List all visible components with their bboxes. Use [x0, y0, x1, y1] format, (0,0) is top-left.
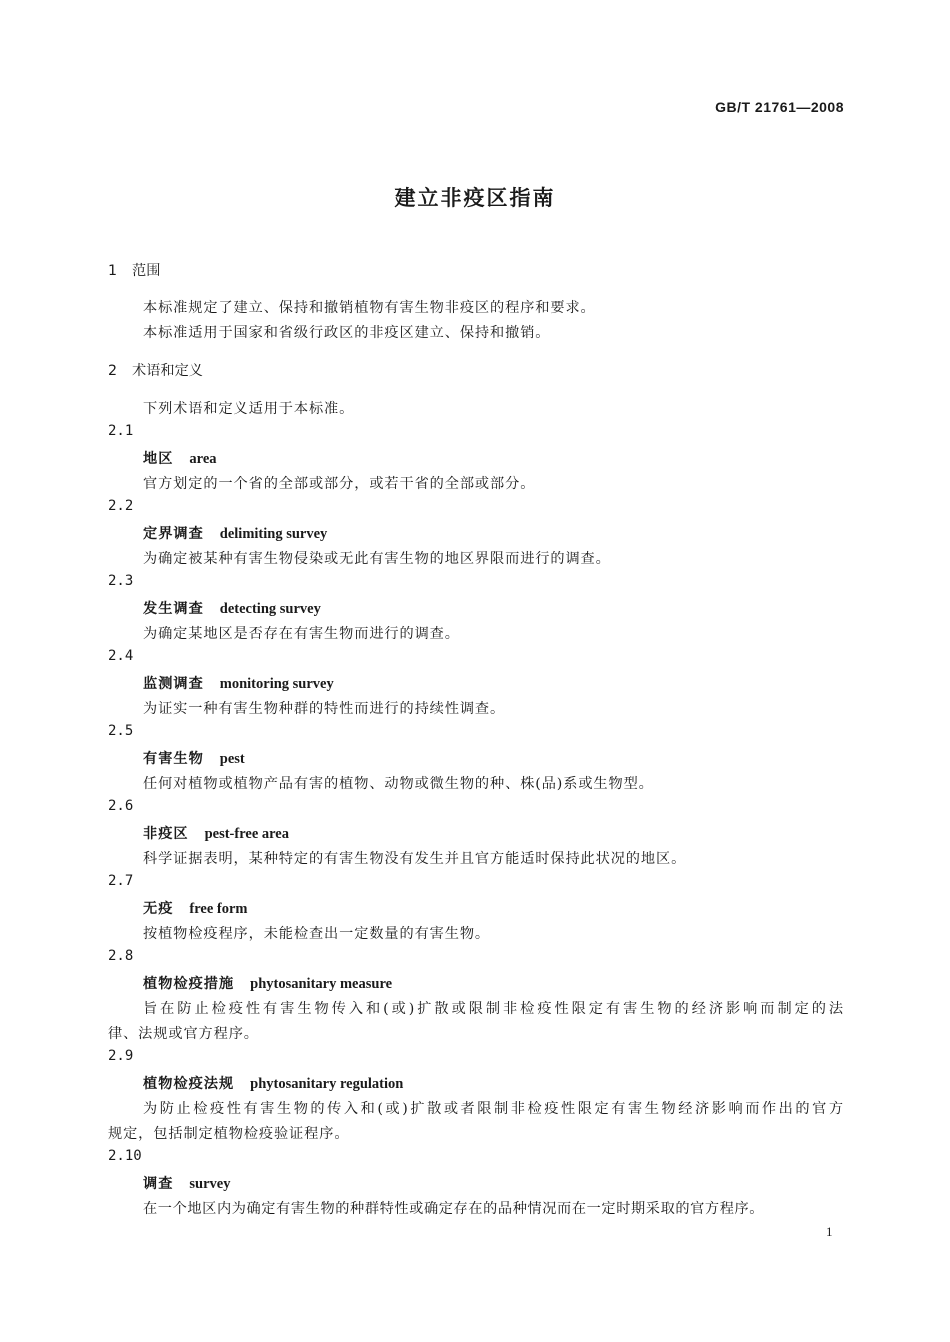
term-en: pest — [219, 751, 245, 767]
clause-number: 2.3 — [108, 573, 134, 589]
clause-number: 2.8 — [108, 948, 134, 964]
clause-number: 2.10 — [108, 1148, 142, 1164]
term-zh: 定界调查 — [143, 526, 204, 542]
clause-number: 2.4 — [108, 648, 134, 664]
term-en: free form — [189, 901, 248, 917]
clause-number: 2.9 — [108, 1048, 134, 1064]
term-zh: 植物检疫措施 — [143, 976, 235, 992]
term-en: monitoring survey — [219, 676, 334, 692]
term-en: phytosanitary regulation — [250, 1076, 404, 1092]
clause-number: 2.6 — [108, 798, 134, 814]
term-zh: 调查 — [143, 1176, 174, 1192]
definition: 为证实一种有害生物种群的特性而进行的持续性调查。 — [143, 701, 506, 717]
standard-code: GB/T 21761—2008 — [715, 99, 844, 115]
definition: 为确定某地区是否存在有害生物而进行的调查。 — [143, 626, 460, 642]
term-entry — [143, 1073, 403, 1093]
term-entry — [143, 898, 247, 918]
term-zh: 发生调查 — [143, 601, 204, 617]
page-number: 1 — [826, 1224, 833, 1239]
page-title: 建立非疫区指南 — [394, 186, 556, 210]
section-number: 2 — [108, 363, 118, 379]
definition: 为防止检疫性有害生物的传入和(或)扩散或者限制非检疫性限定有害生物经济影响而作出的官方 — [143, 1101, 844, 1117]
clause-number: 2.2 — [108, 498, 134, 514]
definition: 科学证据表明，某种特定的有害生物没有发生并且官方能适时保持此状况的地区。 — [143, 851, 687, 867]
term-zh: 地区 — [143, 451, 174, 467]
term-entry — [143, 823, 289, 843]
definition: 在一个地区内为确定有害生物的种群特性或确定存在的品种情况而在一定时期采取的官方程序。 — [143, 1201, 765, 1217]
term-entry — [143, 1173, 230, 1193]
term-zh: 植物检疫法规 — [143, 1076, 235, 1092]
section-number: 1 — [108, 263, 118, 279]
definition: 任何对植物或植物产品有害的植物、动物或微生物的种、株(品)系或生物型。 — [143, 776, 654, 792]
term-zh: 非疫区 — [143, 826, 189, 842]
term-en: detecting survey — [219, 601, 321, 617]
term-entry — [143, 523, 327, 543]
term-zh: 监测调查 — [143, 676, 204, 692]
term-entry — [143, 673, 334, 693]
term-entry — [143, 973, 392, 993]
term-en: delimiting survey — [219, 526, 328, 542]
term-en: area — [189, 451, 217, 467]
section-heading-terms — [108, 360, 203, 380]
definition: 旨在防止检疫性有害生物传入和(或)扩散或限制非检疫性限定有害生物的经济影响而制定的法 — [143, 1001, 844, 1017]
section-title: 范围 — [132, 263, 161, 279]
clause-number: 2.1 — [108, 423, 134, 439]
clause-number: 2.5 — [108, 723, 134, 739]
definition: 为确定被某种有害生物侵染或无此有害生物的地区界限而进行的调查。 — [143, 551, 611, 567]
term-en: pest-free area — [204, 826, 289, 842]
term-en: phytosanitary measure — [250, 976, 393, 992]
term-entry — [143, 448, 217, 468]
definition-continued: 律、法规或官方程序。 — [108, 1026, 259, 1042]
definition: 官方划定的一个省的全部或部分，或若干省的全部或部分。 — [143, 476, 536, 492]
section-heading-scope — [108, 260, 160, 280]
section-title: 术语和定义 — [132, 363, 203, 379]
paragraph: 下列术语和定义适用于本标准。 — [143, 401, 355, 417]
term-zh: 有害生物 — [143, 751, 204, 767]
definition-continued: 规定，包括制定植物检疫验证程序。 — [108, 1126, 350, 1142]
term-zh: 无疫 — [143, 901, 174, 917]
clause-number: 2.7 — [108, 873, 134, 889]
term-en: survey — [189, 1176, 231, 1192]
definition: 按植物检疫程序，未能检查出一定数量的有害生物。 — [143, 926, 491, 942]
paragraph: 本标准规定了建立、保持和撤销植物有害生物非疫区的程序和要求。 — [143, 300, 596, 316]
term-entry — [143, 748, 245, 768]
paragraph: 本标准适用于国家和省级行政区的非疫区建立、保持和撤销。 — [143, 325, 551, 341]
term-entry — [143, 598, 321, 618]
